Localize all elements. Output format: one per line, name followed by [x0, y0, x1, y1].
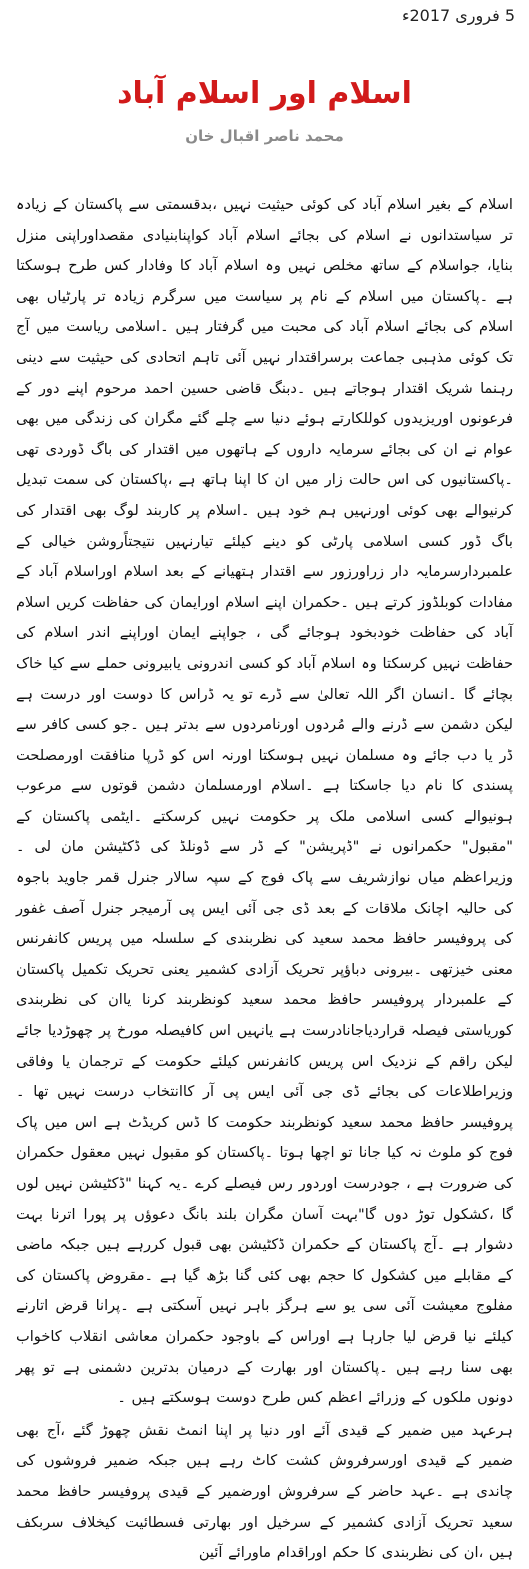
author-name: محمد ناصر اقبال خان	[185, 127, 344, 145]
article-date: 5 فروری 2017ء	[401, 6, 515, 25]
article-paragraph: اسلام کے بغیر اسلام آباد کی کوئی حیثیت نہیں ،بدقسمتی سے پاکستان کے زیادہ تر سیاستدانوں نے اسلام کی بجائے اسلام آباد کواپنابنیادی مقصداوراپنی منزل بنایا، جواسلام کے ساتھ مخلص نہیں وہ اسلام آباد کا وفادار کس طرح ہوسکتا ہے ۔پاکستان میں اسلام کے نام پر سیاست میں سرگرم زیادہ تر پارٹیاں بھی اسلام کی بجائے اسلام آباد کی محبت میں گرفتار ہیں ۔اسلامی ریاست میں آج تک کوئی مذہبی جماعت برسراقتدار نہیں آئی تاہم اتحادی کی حیثیت سے دینی رہنما شریک اقتدار ہوجاتے ہیں ۔دبنگ قاضی حسین احمد مرحوم اپنے دور کے فرعونوں اوریزیدوں کوللکارتے ہوئے دنیا سے چلے گئے مگران کی زندگی میں بھی عوام نے ان کی بجائے سرمایہ داروں کے ہاتھوں میں اقتدار کی باگ ڈوردی تھی ۔پاکستانیوں کی اس حالت زار میں ان کا اپنا ہاتھ ہے ،پاکستان کی سمت تبدیل کرنیوالے بھی کوئی اورنہیں ہم خود ہیں ۔اسلام پر کاربند لوگ بھی اقتدار کی باگ ڈور کسی اسلامی پارٹی کو دینے کیلئے تیارنہیں نتیجتاًروشن خیالی کے علمبردارسرمایہ دار زراورزور سے اقتدار ہتھیانے کے بعد اسلام اوراسلام آباد کے مفادات کوبلڈوز کرتے ہیں ۔حکمران اپنے اسلام اورایمان کی حفاظت کریں اسلام آباد کی حفاظت خودبخود ہوجائے گی ، جواپنے ایمان اوراپنے اندر اسلام کی حفاظت نہیں کرسکتا وہ اسلام آباد کو کسی اندرونی یابیرونی حملے سے کیا خاک بچائے گا ۔انسان اگر اللہ تعالیٰ سے ڈرے تو یہ ڈراس کا دوست اور درست ہے لیکن دشمن سے ڈرنے والے مُردوں اورنامردوں سے بدتر ہیں ۔جو کسی کافر سے ڈر یا دب جائے وہ مسلمان نہیں ہوسکتا اورنہ اس کو ڈرپا منافقت اورمصلحت پسندی کا نام دیا جاسکتا ہے ۔اسلام اورمسلمان دشمن قوتوں سے مرعوب ہونیوالے کسی اسلامی ملک پر حکومت نہیں کرسکتے ۔ایٹمی پاکستان کے "مقبول" حکمرانوں نے "ڈپریشن" کے ڈر سے ڈونلڈ کی ڈکٹیشن مان لی ۔وزیراعظم میاں نوازشریف سے پاک فوج کے سپہ سالار جنرل قمر جاوید باجوہ کی حالیہ اچانک ملاقات کے بعد ڈی جی آئی ایس پی آرمیجر جنرل آصف غفور کی پروفیسر حافظ محمد سعید کی نظربندی کے سلسلہ میں پریس کانفرنس معنی خیزتھی ۔بیرونی دباؤپر تحریک آزادی کشمیر یعنی تحریک تکمیل پاکستان کے علمبردار پروفیسر حافظ محمد سعید کونظربند کرنا یاان کی نظربندی کوریاستی فیصلہ قراردیاجانادرست ہے یانہیں اس کافیصلہ مورخ پر چھوڑدیا جائے لیکن راقم کے نزدیک اس پریس کانفرنس کیلئے حکومت کے ترجمان یا وفاقی وزیراطلاعات کی بجائے ڈی جی آئی ایس پی آر کاانتخاب درست نہیں تھا ۔پروفیسر حافظ محمد سعید کونظربند حکومت کا ڈس کریڈٹ ہے اس میں پاک فوج کو ملوث نہ کیا جانا تو اچھا ہوتا ۔پاکستان کو مقبول نہیں معقول حکمران کی ضرورت ہے ، جودرست اوردور رس فیصلے کرے ۔یہ کہنا "ڈکٹیشن نہیں لوں گا ،کشکول توڑ دوں گا"بہت آسان مگران بلند بانگ دعوؤں پر پورا اترنا بہت دشوار ہے ۔آج پاکستان کے حکمران ڈکٹیشن بھی قبول کررہے ہیں جبکہ ماضی کے مقابلے میں کشکول کا حجم بھی کئی گنا بڑھ گیا ہے ۔مقروض پاکستان کی مفلوج معیشت آئی سی یو سے ہرگز باہر نہیں آسکتی ہے ۔پرانا قرض اتارنے کیلئے نیا قرض لیا جارہا ہے اوراس کے باوجود حکمران معاشی انقلاب کاخواب بھی سنا رہے ہیں ۔پاکستان اور بھارت کے درمیان بدترین دشمنی ہے تو پھر دونوں ملکوں کے وزرائے اعظم کس طرح دوست ہوسکتے ہیں ۔	[16, 196, 513, 1407]
article-body	[16, 190, 513, 1569]
article-paragraph: ہرعہد میں ضمیر کے قیدی آئے اور دنیا پر اپنا انمٹ نقش چھوڑ گئے ،آج بھی ضمیر کے قیدی اورسرفروش کشت کاٹ رہے ہیں جبکہ ضمیر فروشوں کی چاندی ہے ۔عہد حاضر کے سرفروش اورضمیر کے قیدی پروفیسر حافظ محمد سعید تحریک آزادی کشمیر کے سرخیل اور بھارتی فسطائیت کیخلاف سربکف ہیں ،ان کی نظربندی کا حکم اوراقدام ماورائے آئین	[16, 1421, 513, 1562]
article-title: اسلام اور اسلام آباد	[117, 76, 412, 111]
